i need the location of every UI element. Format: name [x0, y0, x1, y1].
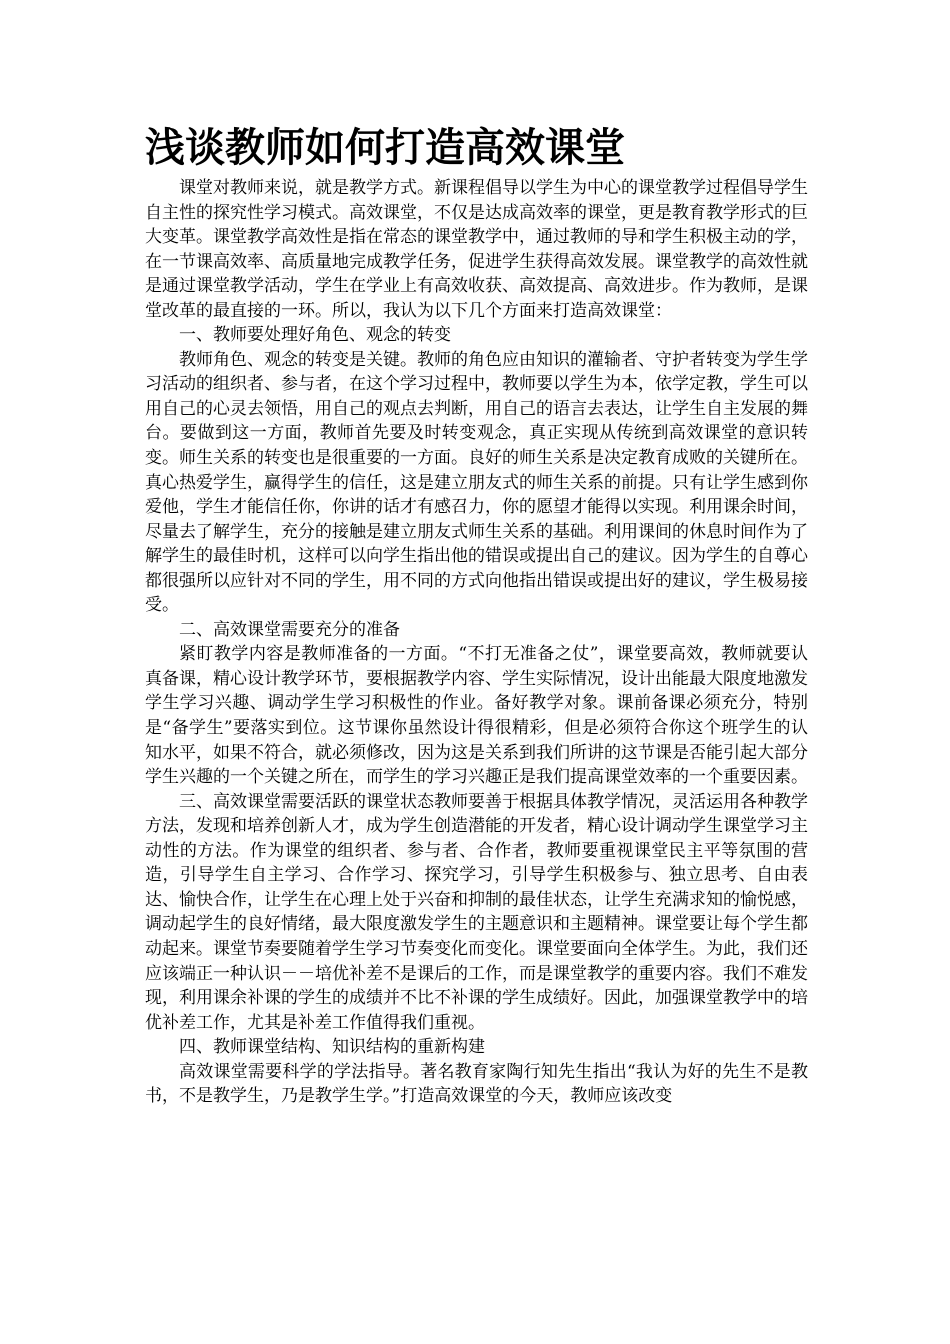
- document-title: 浅谈教师如何打造高效课堂: [145, 124, 625, 171]
- section-4-paragraph: 高效课堂需要科学的学法指导。著名教育家陶行知先生指出“我认为好的先生不是教书，不是教学生，乃是教学生学。”打造高效课堂的今天，教师应该改变: [145, 1061, 808, 1107]
- intro-paragraph: 课堂对教师来说，就是教学方式。新课程倡导以学生为中心的课堂教学过程倡导学生自主性的探究性学习模式。高效课堂，不仅是达成高效率的课堂，更是教育教学形式的巨大变革。课堂教学高效性是指在常态的课堂教学中，通过教师的导和学生积极主动的学，在一节课高效率、高质量地完成教学任务，促进学生获得高效发展。课堂教学的高效性就是通过课堂教学活动，学生在学业上有高效收获、高效提高、高效进步。作为教师，是课堂改革的最直接的一环。所以，我认为以下几个方面来打造高效课堂：: [145, 178, 808, 321]
- section-1-paragraph: 教师角色、观念的转变是关键。教师的角色应由知识的灌输者、守护者转变为学生学习活动的组织者、参与者，在这个学习过程中，教师要以学生为本，依学定教，学生可以用自己的心灵去领悟，用自己的观点去判断，用自己的语言去表达，让学生自主发展的舞台。要做到这一方面，教师首先要及时转变观念，真正实现从传统到高效课堂的意识转变。师生关系的转变也是很重要的一方面。良好的师生关系是决定教育成败的关键所在。真心热爱学生，赢得学生的信任，这是建立朋友式的师生关系的前提。只有让学生感到你爱他，学生才能信任你，你讲的话才有感召力，你的愿望才能得以实现。利用课余时间，尽量去了解学生，充分的接触是建立朋友式师生关系的基础。利用课间的休息时间作为了解学生的最佳时机，这样可以向学生指出他的错误或提出自己的建议。因为学生的自尊心都很强所以应针对不同的学生，用不同的方式向他指出错误或提出好的建议，学生极易接受。: [145, 349, 808, 616]
- section-3-paragraph: 三、高效课堂需要活跃的课堂状态教师要善于根据具体教学情况，灵活运用各种教学方法，发现和培养创新人才，成为学生创造潜能的开发者，精心设计调动学生课堂学习主动性的方法。作为课堂的组织者、参与者、合作者，教师要重视课堂民主平等氛围的营造，引导学生自主学习、合作学习、探究学习，引导学生积极参与、独立思考、自由表达、愉快合作，让学生在心理上处于兴奋和抑制的最佳状态，让学生充满求知的愉悦感，调动起学生的良好情绪，最大限度激发学生的主题意识和主题精神。课堂要让每个学生都动起来。课堂节奏要随着学生学习节奏变化而变化。课堂要面向全体学生。为此，我们还应该端正一种认识－－培优补差不是课后的工作，而是课堂教学的重要内容。我们不难发现，利用课余补课的学生的成绩并不比不补课的学生成绩好。因此，加强课堂教学中的培优补差工作，尤其是补差工作值得我们重视。: [145, 791, 808, 1033]
- section-heading-2: 二、高效课堂需要充分的准备: [179, 619, 400, 640]
- section-heading-4: 四、教师课堂结构、知识结构的重新构建: [179, 1037, 485, 1058]
- section-heading-1: 一、教师要处理好角色、观念的转变: [179, 325, 451, 346]
- document-body: [145, 176, 808, 1109]
- section-2-paragraph: 紧盯教学内容是教师准备的一方面。“不打无准备之仗”，课堂要高效，教师就要认真备课，精心设计教学环节，要根据教学内容、学生实际情况，设计出能最大限度地激发学生学习兴趣、调动学生学习积极性的作业。备好教学对象。课前备课必须充分，特别是“备学生”要落实到位。这节课你虽然设计得很精彩，但是必须符合你这个班学生的认知水平，如果不符合，就必须修改，因为这是关系到我们所讲的这节课是否能引起大部分学生兴趣的一个关键之所在，而学生的学习兴趣正是我们提高课堂效率的一个重要因素。: [145, 644, 808, 788]
